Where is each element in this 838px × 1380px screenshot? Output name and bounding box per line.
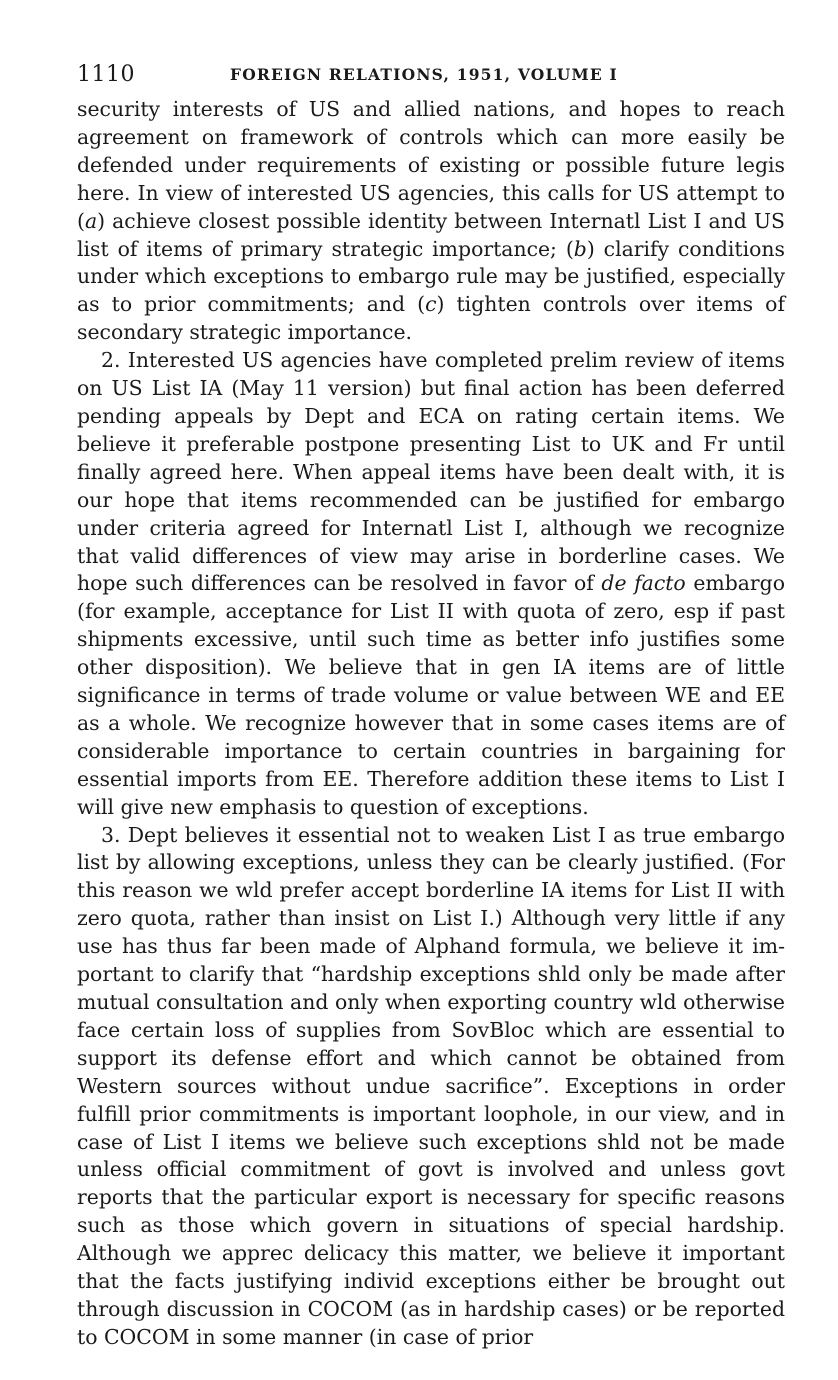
- para-2-seg-2: embargo (for example, acceptance for List II with quota of zero, esp if past shipments excessive, until such time as better info justifies some other disposition). We believe that in gen IA items are of little significance in terms of trade volume or value between WE and EE as a whole. We recognize however that in some cases items are of considerable importance to certain countries in bargaining for essential imports from EE. Therefore addition these items to List I will give new emphasis to question of exceptions.: [77, 571, 786, 819]
- para-2-seg-1: de facto: [601, 571, 686, 596]
- para-1-seg-0: security interests of US and allied nations, and hopes to reach agreement on framework of controls which can more easily be defended under requirements of existing or possible future legis here. In view of interested US agencies, this calls for US attempt to (: [77, 97, 785, 233]
- page-number: 1110: [77, 62, 135, 87]
- para-3-seg-0: Dept believes it essential not to weaken List I as true embargo list by allowing exceptions, unless they can be clearly justified. (For this reason we wld prefer accept borderline IA items for List II with zero quota, rather than insist on List I.) Although very little if any use has thus far been made of Alphand formula, we believe it important to clarify that “hardship exceptions shld only be made after mutual consultation and only when exporting country wld otherwise face certain loss of supplies from SovBloc which are essential to support its defense effort and which cannot be obtained from Western sources without undue sacrifice”. Exceptions in order fulfill prior commitments is important loophole, in our view, and in case of List I items we believe such exceptions shld not be made unless official commitment of govt is involved and unless govt reports that the particular export is necessary for specific reasons such as those which govern in situations of special hardship. Although we apprec delicacy this matter, we believe it important that the facts justifying individ exceptions either be brought out through discussion in COCOM (as in hardship cases) or be reported to COCOM in some manner (in case of prior: [77, 822, 785, 1349]
- para-1-seg-2: ) achieve closest possible identity between Internatl List I and US list of items of primary strategic importance; (: [77, 208, 785, 261]
- para-1-seg-4: ) clarify conditions under which exceptions to embargo rule may be justified, especially as to prior commitments; and (: [77, 236, 785, 317]
- para-2-seg-0: Interested US agencies have completed prelim review of items on US List IA (May 11 version) but final action has been deferred pending appeals by Dept and ECA on rating certain items. We believe it preferable postpone presenting List to UK and Fr until finally agreed here. When appeal items have been dealt with, it is our hope that items recommended can be justified for embargo under criteria agreed for Internatl List I, although we recognize that valid differences of view may arise in borderline cases. We hope such differences can be resolved in favor of: [77, 348, 785, 596]
- para-1-seg-1: a: [84, 208, 98, 233]
- document-page: [77, 58, 785, 1352]
- paragraph-3: [77, 822, 785, 1352]
- paragraph-1: [77, 96, 785, 347]
- para-1-seg-6: ) tighten controls over items of secondary strategic importance.: [77, 292, 785, 345]
- running-head-title: FOREIGN RELATIONS, 1951, VOLUME I: [230, 65, 618, 84]
- paragraph-2-number: 2.: [101, 348, 121, 373]
- paragraph-3-number: 3.: [101, 822, 121, 847]
- para-1-seg-5: c: [425, 292, 437, 317]
- para-1-seg-3: b: [573, 236, 587, 261]
- running-head: [77, 58, 785, 92]
- paragraph-2: [77, 347, 785, 821]
- body-text: [77, 96, 785, 1352]
